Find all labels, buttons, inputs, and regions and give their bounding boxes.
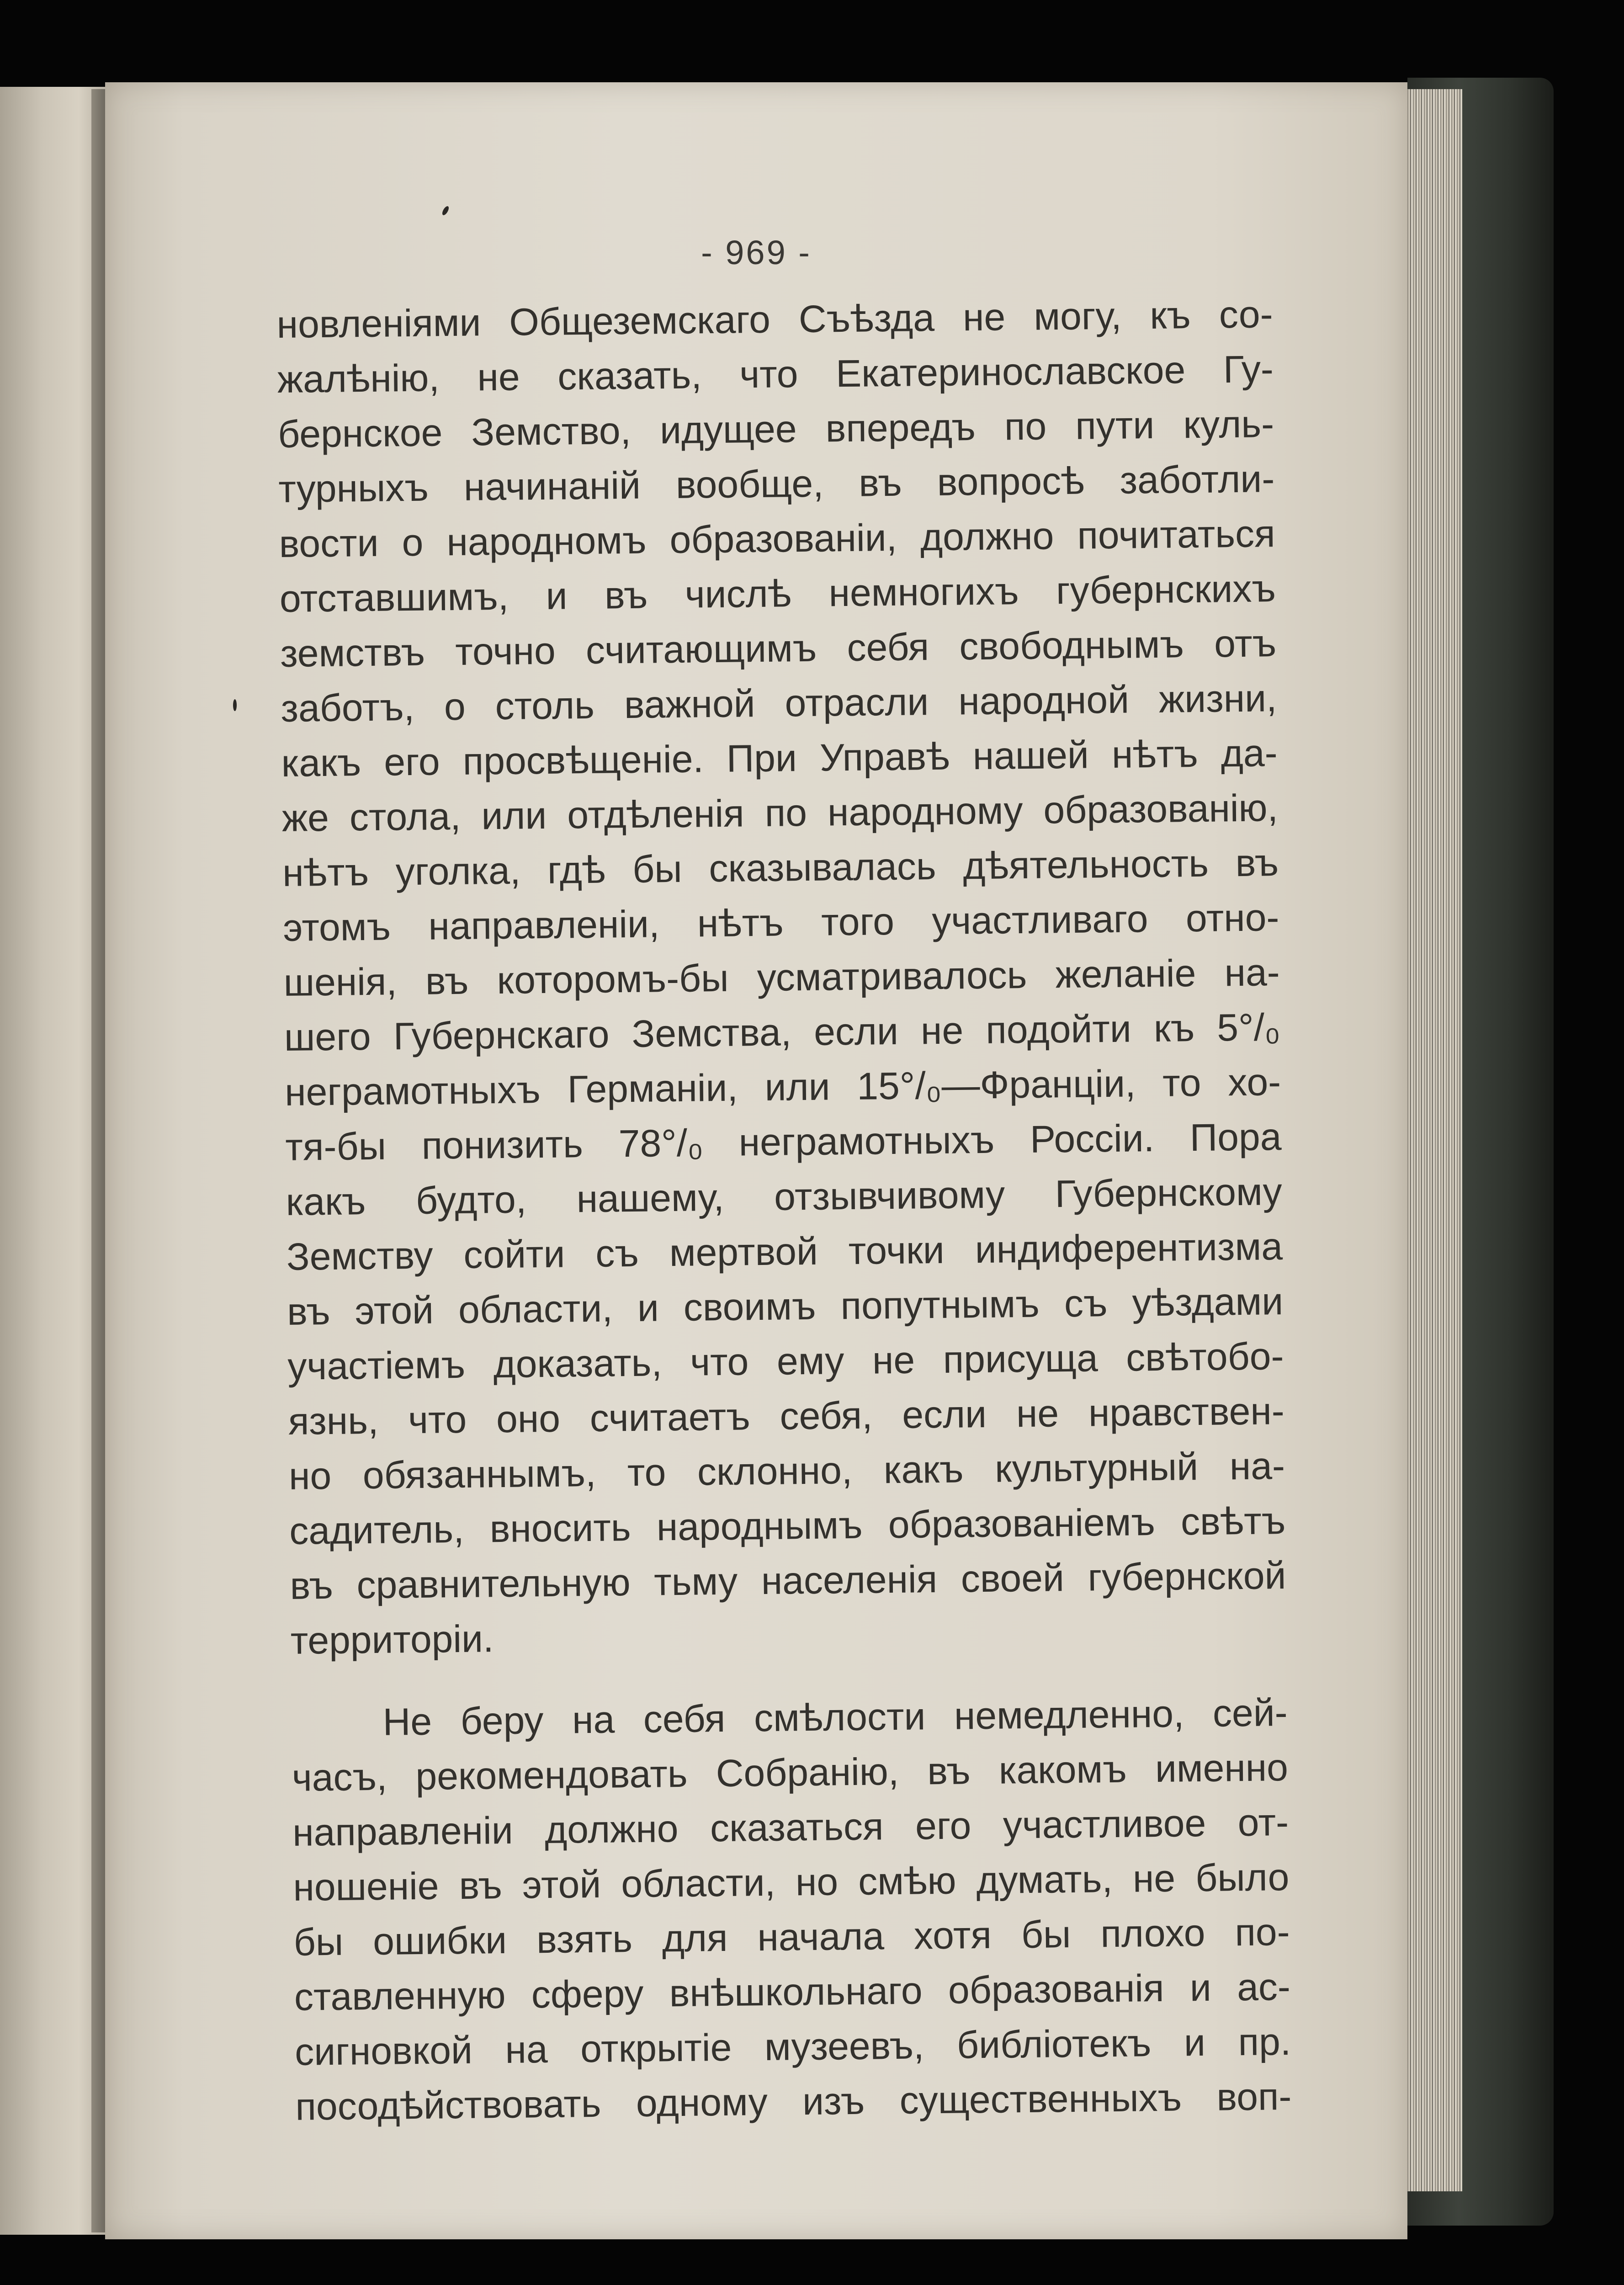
text-line: нѣтъ уголка, гдѣ бы сказывалась дѣятельность въ	[282, 841, 1279, 894]
text-line: этомъ направленіи, нѣтъ того участливаго отно-	[282, 896, 1279, 949]
text-line: земствъ точно считающимъ себя свободнымъ отъ	[280, 622, 1277, 675]
text-line: шего Губернскаго Земства, если не подойти къ 5°/₀	[284, 1005, 1281, 1059]
text-line: часъ, рекомендовать Собранію, въ какомъ именно	[292, 1745, 1289, 1799]
text-line: же стола, или отдѣленія по народному образованію,	[281, 786, 1279, 840]
text-line: какъ будто, нашему, отзывчивому Губернскому	[286, 1170, 1283, 1223]
text-line: новленіями Общеземскаго Съѣзда не могу, къ со-	[276, 292, 1274, 346]
text-line: территоріи.	[290, 1617, 494, 1662]
text-line: посодѣйствовать одному изъ существенныхъ воп-	[295, 2074, 1292, 2128]
book-page	[105, 82, 1407, 2239]
text-line: садитель, вносить народнымъ образованіемъ свѣтъ	[289, 1499, 1286, 1552]
text-line: заботъ, о столь важной отрасли народной жизни,	[280, 676, 1277, 730]
text-line: отставшимъ, и въ числѣ немногихъ губернскихъ	[279, 567, 1276, 620]
text-line: ставленную сферу внѣшкольнаго образованія и ас-	[294, 1965, 1291, 2019]
text-line: язнь, что оно считаетъ себя, если не нравствен-	[288, 1389, 1285, 1443]
ink-speck	[441, 205, 450, 216]
text-line: Земству сойти съ мертвой точки индиферентизма	[286, 1225, 1283, 1278]
text-line: участіемъ доказать, что ему не присуща свѣтобо-	[287, 1334, 1284, 1388]
text-line: въ сравнительную тьму населенія своей губернской	[290, 1554, 1286, 1607]
page-number: - 969 -	[701, 234, 812, 271]
text-line: тя-бы понизить 78°/₀ неграмотныхъ Россіи. Пора	[285, 1115, 1282, 1169]
text-line: турныхъ начинаній вообще, въ вопросѣ заботли-	[278, 457, 1275, 510]
text-line: сигновкой на открытіе музеевъ, библіотекъ и пр.	[294, 2019, 1291, 2073]
facing-page	[0, 87, 105, 2235]
text-line: неграмотныхъ Германіи, или 15°/₀—Франціи, то хо-	[284, 1060, 1281, 1114]
text-line: направленіи должно сказаться его участливое от-	[292, 1800, 1289, 1854]
text-line: въ этой области, и своимъ попутнымъ съ уѣздами	[287, 1280, 1284, 1333]
ink-speck	[233, 699, 237, 711]
text-line: ношеніе въ этой области, но смѣю думать, не было	[292, 1855, 1290, 1909]
text-line: Не беру на себя смѣлости немедленно, сей-	[382, 1691, 1288, 1743]
text-line: вости о народномъ образованіи, должно почитаться	[279, 512, 1276, 565]
body-text	[276, 287, 1292, 2134]
text-line: бы ошибки взять для начала хотя бы плохо по-	[293, 1910, 1290, 1964]
text-line: жалѣнію, не сказать, что Екатеринославское Гу-	[277, 347, 1274, 401]
text-line: бернское Земство, идущее впередъ по пути куль-	[277, 402, 1274, 456]
text-line: шенія, въ которомъ-бы усматривалось желаніе на-	[283, 951, 1280, 1004]
text-line: какъ его просвѣщеніе. При Управѣ нашей нѣтъ да-	[281, 731, 1278, 785]
text-line: но обязаннымъ, то склонно, какъ культурный на-	[288, 1444, 1285, 1498]
